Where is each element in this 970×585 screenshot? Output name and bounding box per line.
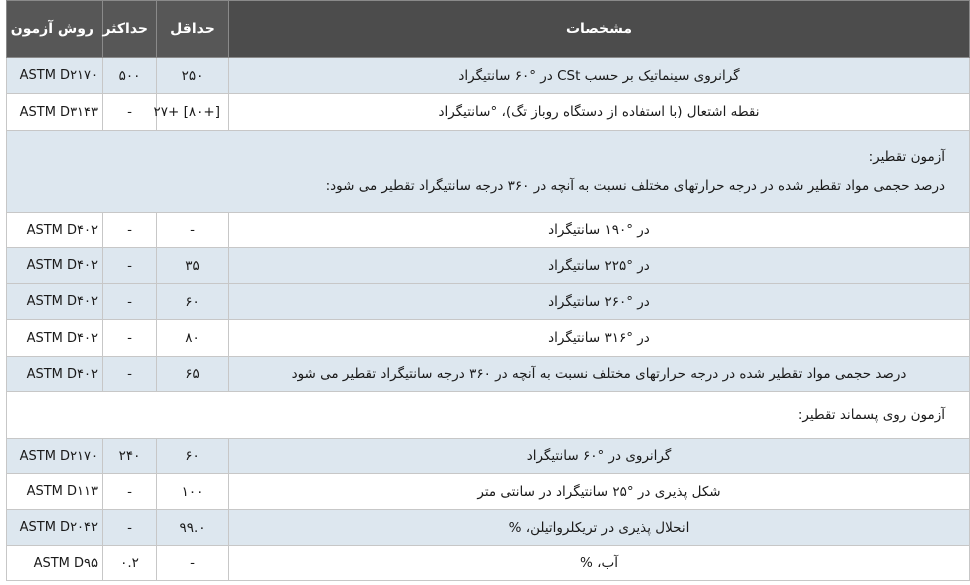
table-row xyxy=(7,320,970,357)
cell-method: ASTM D۹۵ xyxy=(7,546,103,581)
table-row xyxy=(7,546,970,581)
cell-min: ۶۰ xyxy=(157,284,229,320)
cell-min: [+۸۰] +۲۷ xyxy=(157,94,229,131)
cell-max: - xyxy=(103,357,157,392)
table-row xyxy=(7,248,970,284)
table-row xyxy=(7,510,970,546)
cell-max: - xyxy=(103,510,157,546)
table-row xyxy=(7,474,970,510)
table-row xyxy=(7,439,970,474)
header-row xyxy=(7,1,970,58)
header-max: حداکثر xyxy=(103,1,157,58)
cell-max: ۵۰۰ xyxy=(103,58,157,94)
cell-min: ۱۰۰ xyxy=(157,474,229,510)
cell-min: - xyxy=(157,213,229,248)
cell-method: ASTM D۴۰۲ xyxy=(7,284,103,320)
cell-method: ASTM D۴۰۲ xyxy=(7,248,103,284)
cell-spec: در °۳۱۶ سانتیگراد xyxy=(229,320,970,357)
cell-method: ASTM D۲۱۷۰ xyxy=(7,439,103,474)
cell-min: - xyxy=(157,546,229,581)
cell-max: - xyxy=(103,213,157,248)
section-row-residue xyxy=(7,392,970,439)
cell-min: ۸۰ xyxy=(157,320,229,357)
cell-spec: انحلال پذیری در تریکلرواتیلن، % xyxy=(229,510,970,546)
table-row xyxy=(7,357,970,392)
cell-spec: گرانروی سینماتیک بر حسب CSt در °۶۰ سانتیگراد xyxy=(229,58,970,94)
table-row xyxy=(7,58,970,94)
cell-method: ASTM D۴۰۲ xyxy=(7,357,103,392)
section-description: درصد حجمی مواد تقطیر شده در درجه حرارتهای مختلف نسبت به آنچه در ۳۶۰ درجه سانتیگراد تقطیر می شود: xyxy=(325,178,945,194)
cell-min: ۲۵۰ xyxy=(157,58,229,94)
cell-method: ASTM D۱۱۳ xyxy=(7,474,103,510)
cell-spec: گرانروی در °۶۰ سانتیگراد xyxy=(229,439,970,474)
cell-max: ۰.۲ xyxy=(103,546,157,581)
cell-min: ۳۵ xyxy=(157,248,229,284)
cell-max: - xyxy=(103,320,157,357)
cell-method: ASTM D۴۰۲ xyxy=(7,213,103,248)
cell-method: ASTM D۲۱۷۰ xyxy=(7,58,103,94)
cell-spec: در °۲۲۵ سانتیگراد xyxy=(229,248,970,284)
cell-spec: در °۱۹۰ سانتیگراد xyxy=(229,213,970,248)
cell-max: ۲۴۰ xyxy=(103,439,157,474)
cell-spec: در °۲۶۰ سانتیگراد xyxy=(229,284,970,320)
cell-max: - xyxy=(103,248,157,284)
header-method: روش آزمون xyxy=(7,1,103,58)
header-spec: مشخصات xyxy=(229,1,970,58)
table-row xyxy=(7,213,970,248)
cell-method: ASTM D۳۱۴۳ xyxy=(7,94,103,131)
section-title: آزمون تقطیر: xyxy=(868,149,945,165)
cell-min: ۶۰ xyxy=(157,439,229,474)
section-title: آزمون روی پسماند تقطیر: xyxy=(7,392,970,439)
section-cell xyxy=(7,131,970,213)
cell-max: - xyxy=(103,284,157,320)
section-row-distillation xyxy=(7,131,970,213)
cell-method: ASTM D۴۰۲ xyxy=(7,320,103,357)
cell-spec: درصد حجمی مواد تقطیر شده در درجه حرارتهای مختلف نسبت به آنچه در ۳۶۰ درجه سانتیگراد تقطیر می شود xyxy=(229,357,970,392)
header-min: حداقل xyxy=(157,1,229,58)
cell-min: ۶۵ xyxy=(157,357,229,392)
cell-max: - xyxy=(103,94,157,131)
spec-table xyxy=(6,0,970,581)
cell-min: ۹۹.۰ xyxy=(157,510,229,546)
cell-spec: شکل پذیری در °۲۵ سانتیگراد در سانتی متر xyxy=(229,474,970,510)
cell-spec: نقطه اشتعال (با استفاده از دستگاه روباز تگ)، °سانتیگراد xyxy=(229,94,970,131)
table-row xyxy=(7,284,970,320)
cell-method: ASTM D۲۰۴۲ xyxy=(7,510,103,546)
cell-max: - xyxy=(103,474,157,510)
table-row xyxy=(7,94,970,131)
cell-spec: آب، % xyxy=(229,546,970,581)
